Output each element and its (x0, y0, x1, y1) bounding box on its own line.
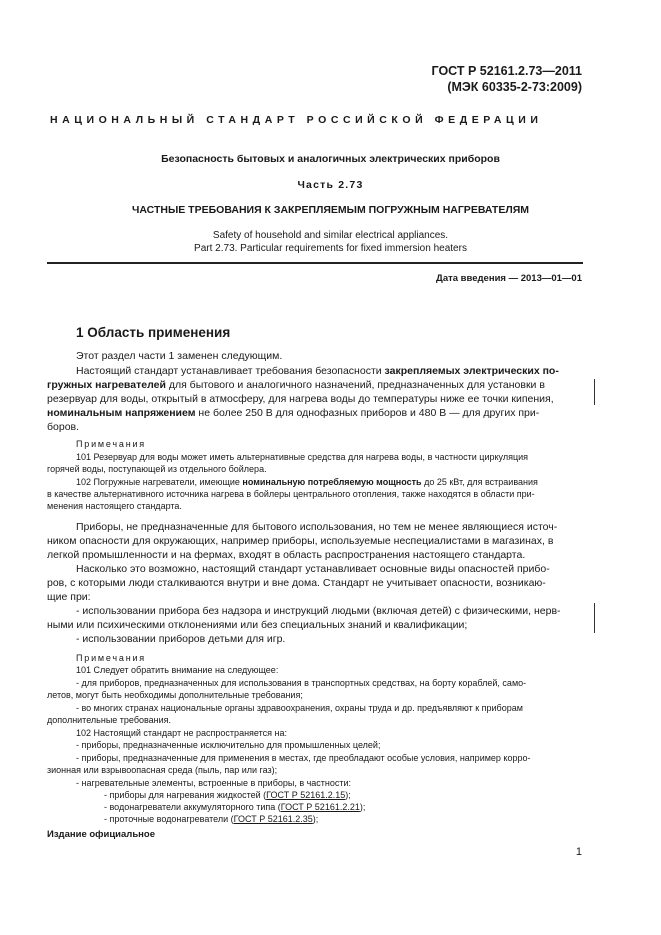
paragraph-3-line-1: Приборы, не предназначенные для бытового использования, но тем не менее являющиеся источ- (76, 521, 558, 533)
standard-reference-link[interactable]: ГОСТ Р 52161.2.15 (266, 790, 346, 800)
note-2-line-13 (104, 813, 318, 825)
paragraph-2-line-1 (76, 364, 559, 378)
title-en-line-2: Part 2.73. Particular requirements for fixed immersion heaters (194, 243, 467, 254)
section-heading: 1 Область применения (76, 325, 231, 340)
note-2-line-9: зионная или взрывоопасная среда (пыль, пар или газ); (47, 765, 278, 775)
paragraph-2-line-3: резервуар для воды, открытый в атмосферу, для нагрева воды до температуры ниже ее точки кипения, (47, 393, 554, 405)
paragraph-4-line-1: Насколько это возможно, настоящий стандарт устанавливает основные виды опасностей прибо- (76, 563, 550, 575)
paragraph-2-line-4 (47, 406, 539, 420)
document-subject: Безопасность бытовых и аналогичных электрических приборов (161, 153, 500, 165)
note-101-line-2: горячей воды, поступающей из отдельного бойлера. (47, 464, 267, 474)
paragraph-3-line-2: ником опасности для окружающих, например приборы, используемые неспециалистами в магазинах, в (47, 535, 554, 547)
paragraph-4-line-2: ров, с которыми люди сталкиваются внутри и вне дома. Стандарт не учитывает опасности, возникаю- (47, 577, 546, 589)
national-standard-heading: НАЦИОНАЛЬНЫЙ СТАНДАРТ РОССИЙСКОЙ ФЕДЕРАЦИИ (50, 114, 543, 126)
note-2-line-5: дополнительные требования. (47, 715, 172, 725)
paragraph-2-line-5: боров. (47, 421, 80, 433)
note-2-line-1: 101 Следует обратить внимание на следующее: (76, 665, 279, 675)
note-2-line-3: летов, могут быть необходимы дополнительные требования; (47, 690, 303, 700)
p2-term-1: закрепляемых электрических по- (384, 365, 559, 377)
paragraph-4-item-2: - использовании приборов детьми для игр. (76, 633, 286, 645)
standard-reference-link[interactable]: ГОСТ Р 52161.2.21 (280, 802, 360, 812)
paragraph-2-line-2 (47, 378, 545, 392)
p2-text-cont: для бытового и аналогичного назначений, предназначенных для установки в (165, 379, 545, 391)
document-title-en (0, 229, 661, 255)
header-rule (47, 262, 583, 264)
notes-2-label: Примечания (76, 653, 146, 663)
note-2-line-7: - приборы, предназначенные исключительно для промышленных целей; (76, 740, 381, 750)
title-en-line-1: Safety of household and similar electrical appliances. (212, 230, 449, 241)
paragraph-4-item-1-line-1: - использовании прибора без надзора и инструкций людьми (включая детей) с физическими, нерв- (76, 605, 561, 617)
p2-term-1-cont: гружных нагревателей (47, 379, 166, 391)
notes-1-label: Примечания (76, 439, 146, 449)
note-102-line-1 (76, 476, 538, 488)
standard-code-iec: (МЭК 60335-2-73:2009) (447, 80, 582, 94)
ref-close: ); (359, 802, 366, 812)
note-102-line-2: в качестве альтернативного источника нагрева в бойлеры центрального отопления, также находятся в области при- (47, 489, 535, 499)
paragraph-1: Этот раздел части 1 заменен следующим. (76, 350, 283, 362)
note-102-line-3: менения настоящего стандарта. (47, 501, 182, 511)
note-2-line-8: - приборы, предназначенные для применения в местах, где преобладают особые условия, например корро- (76, 753, 531, 763)
p2-term-2: номинальным напряжением (47, 407, 196, 419)
note-2-line-10: - нагревательные элементы, встроенные в приборы, в частности: (76, 778, 352, 788)
ref-close: ); (345, 790, 351, 800)
note-2-line-6: 102 Настоящий стандарт не распространяется на: (76, 728, 287, 738)
standard-code-gost: ГОСТ Р 52161.2.73—2011 (431, 64, 582, 78)
note-102-text: 102 Погружные нагреватели, имеющие (76, 477, 243, 487)
note-102-text-cont: до 25 кВт, для встраивания (421, 477, 538, 487)
p2-text-end: не более 250 В для однофазных приборов и 480 В — для других при- (195, 407, 540, 419)
page-number: 1 (575, 846, 582, 858)
note-2-line-2: - для приборов, предназначенных для использования в транспортных средствах, на борту кораблей, само- (76, 678, 527, 688)
paragraph-3-line-3: легкой промышленности и на фермах, входят в область распространения настоящего стандарта. (47, 549, 526, 561)
ref-text: - приборы для нагревания жидкостей ( (104, 790, 267, 800)
document-title-ru: ЧАСТНЫЕ ТРЕБОВАНИЯ К ЗАКРЕПЛЯЕМЫМ ПОГРУЖНЫМ НАГРЕВАТЕЛЯМ (131, 204, 530, 216)
note-101-line-1: 101 Резервуар для воды может иметь альтернативные средства для нагрева воды, в частности циркуляция (76, 452, 528, 462)
note-2-line-12 (104, 801, 365, 813)
introduction-date: Дата введения — 2013—01—01 (436, 273, 582, 284)
ref-text: - водонагреватели аккумуляторного типа ( (104, 802, 281, 812)
paragraph-4-item-1-line-2: ными или психическими отклонениями или без специальных знаний и квалификации; (47, 619, 468, 631)
official-edition-note: Издание официальное (47, 829, 155, 840)
document-part: Часть 2.73 (297, 179, 364, 191)
note-102-term: номинальную потребляемую мощность (242, 477, 422, 487)
ref-text: - проточные водонагреватели ( (104, 814, 234, 824)
ref-close: ); (312, 814, 319, 824)
p2-text: Настоящий стандарт устанавливает требования безопасности (76, 365, 385, 377)
note-2-line-11 (104, 789, 351, 801)
change-bar (594, 603, 595, 633)
standard-code (432, 63, 582, 95)
change-bar (594, 379, 595, 405)
note-2-line-4: - во многих странах национальные органы здравоохранения, охраны труда и др. предъявляют к приборам (76, 703, 523, 713)
standard-reference-link[interactable]: ГОСТ Р 52161.2.35 (233, 814, 313, 824)
paragraph-4-line-3: щие при: (47, 591, 91, 603)
